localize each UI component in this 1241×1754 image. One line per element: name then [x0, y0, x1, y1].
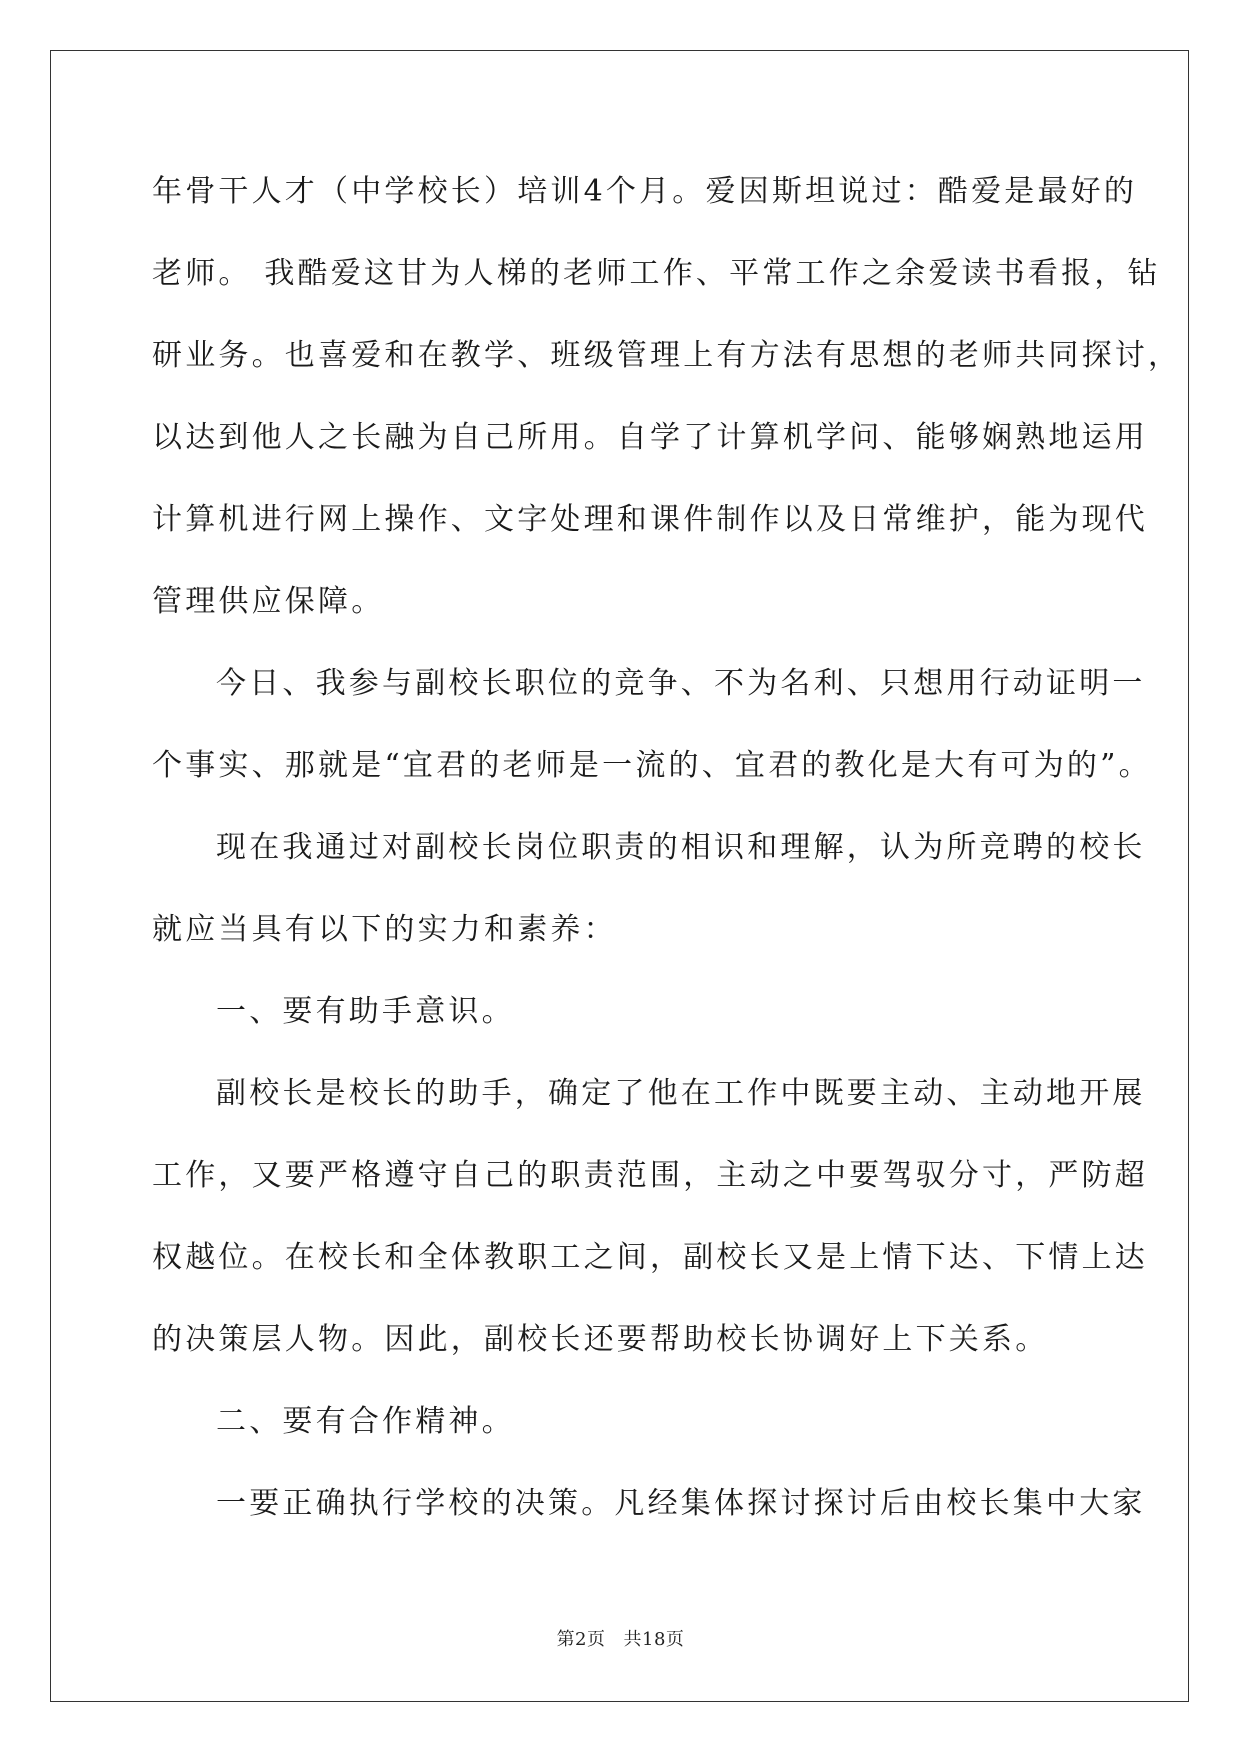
section-heading-1: 一、要有助手意识。 — [216, 994, 515, 1029]
text-line-13: 工作，又要严格遵守自己的职责范围，主动之中要驾驭分寸，严防超 — [152, 1158, 1148, 1193]
text-line-17: 一要正确执行学校的决策。凡经集体探讨探讨后由校长集中大家 — [216, 1486, 1146, 1521]
document-body — [152, 160, 1182, 1554]
text-line-1: 年骨干人才（中学校长）培训4个月。爱因斯坦说过：酷爱是最好的 — [152, 174, 1138, 209]
text-line-7: 今日、我参与副校长职位的竞争、不为名利、只想用行动证明一 — [216, 666, 1146, 701]
page-footer — [0, 1625, 1241, 1651]
text-line-5: 计算机进行网上操作、文字处理和课件制作以及日常维护，能为现代 — [152, 502, 1148, 537]
text-line-10: 就应当具有以下的实力和素养： — [152, 912, 617, 947]
text-line-4: 以达到他人之长融为自己所用。自学了计算机学问、能够娴熟地运用 — [152, 420, 1148, 455]
page-number: 第2页 — [556, 1629, 606, 1650]
text-line-3: 研业务。也喜爱和在教学、班级管理上有方法有思想的老师共同探讨， — [152, 338, 1182, 373]
text-line-9: 现在我通过对副校长岗位职责的相识和理解，认为所竞聘的校长 — [216, 830, 1146, 865]
text-line-15: 的决策层人物。因此，副校长还要帮助校长协调好上下关系。 — [152, 1322, 1049, 1357]
text-line-14: 权越位。在校长和全体教职工之间，副校长又是上情下达、下情上达 — [152, 1240, 1148, 1275]
text-line-8: 个事实、那就是“宜君的老师是一流的、宜君的教化是大有可为的”。 — [152, 748, 1152, 783]
text-line-2: 老师。 我酷爱这甘为人梯的老师工作、平常工作之余爱读书看报，钻 — [152, 256, 1161, 291]
text-line-12: 副校长是校长的助手，确定了他在工作中既要主动、主动地开展 — [216, 1076, 1146, 1111]
text-line-6: 管理供应保障。 — [152, 584, 385, 619]
page-total: 共18页 — [623, 1629, 685, 1650]
section-heading-2: 二、要有合作精神。 — [216, 1404, 515, 1439]
